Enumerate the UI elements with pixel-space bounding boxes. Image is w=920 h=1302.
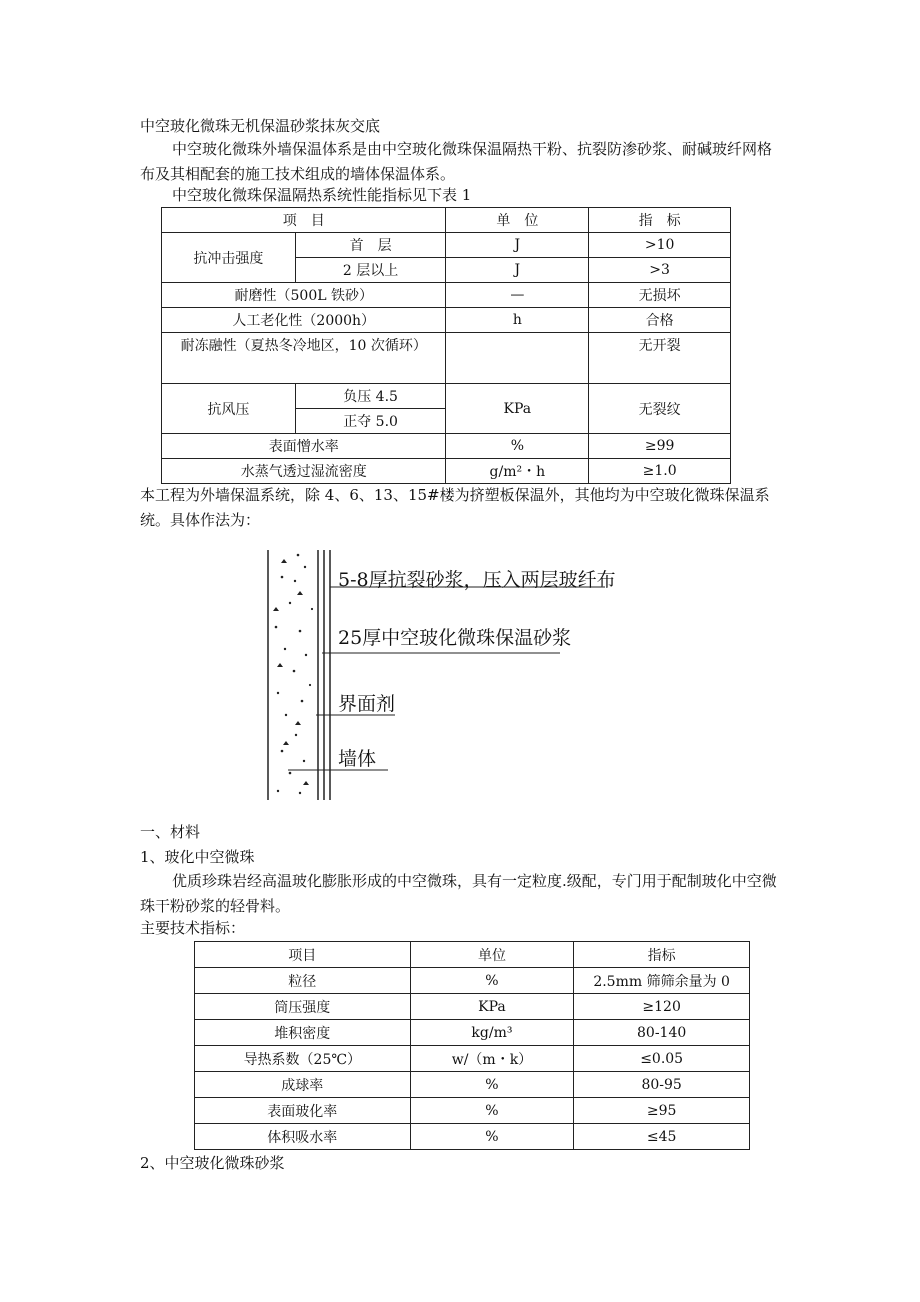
- aging-label: 人工老化性（2000h）: [162, 308, 446, 333]
- table-row: [162, 459, 731, 484]
- freeze-unit: [446, 333, 589, 384]
- table-cell: 指标: [574, 942, 750, 968]
- table-cell: %: [410, 968, 574, 994]
- freeze-label: 耐冻融性（夏热冬冷地区，10 次循环）: [162, 333, 446, 384]
- wind-sub1: 负压 4.5: [295, 384, 446, 409]
- tech-index-table: [194, 941, 750, 1150]
- impact-label: 抗冲击强度: [162, 233, 296, 283]
- impact-value2: >3: [589, 258, 731, 283]
- table-cell: 单位: [410, 942, 574, 968]
- vapor-unit: g/m²・h: [446, 459, 589, 484]
- table-cell: 堆积密度: [195, 1020, 411, 1046]
- table-cell: ≥95: [574, 1098, 750, 1124]
- table-row: [162, 208, 731, 233]
- abrasion-label: 耐磨性（500L 铁砂）: [162, 283, 446, 308]
- diagram-label-wall: 墙体: [338, 748, 377, 770]
- impact-sub1: 首 层: [295, 233, 446, 258]
- hydrophobic-value: ≥99: [589, 434, 731, 459]
- sub1-title: 1、玻化中空微珠: [140, 848, 255, 866]
- table-row: [162, 233, 731, 258]
- table-row: [162, 333, 731, 384]
- table-cell: 粒径: [195, 968, 411, 994]
- performance-table: [161, 207, 731, 484]
- impact-value1: >10: [589, 233, 731, 258]
- header-item: 项 目: [162, 208, 446, 233]
- vapor-value: ≥1.0: [589, 459, 731, 484]
- table-row: [162, 283, 731, 308]
- freeze-value: 无开裂: [589, 333, 731, 384]
- table-cell: 成球率: [195, 1072, 411, 1098]
- hydrophobic-label: 表面憎水率: [162, 434, 446, 459]
- system-paragraph: 本工程为外墙保温系统，除 4、6、13、15#楼为挤塑板保温外，其他均为中空玻化微珠保温系统。具体作法为：: [140, 486, 770, 529]
- table-cell: ≤0.05: [574, 1046, 750, 1072]
- table-row: [162, 434, 731, 459]
- sub2-title: 2、中空玻化微珠砂浆: [140, 1154, 285, 1172]
- aging-value: 合格: [589, 308, 731, 333]
- table-row: [195, 1098, 750, 1124]
- header-index: 指 标: [589, 208, 731, 233]
- wind-label: 抗风压: [162, 384, 296, 434]
- impact-unit1: J: [446, 233, 589, 258]
- table2-caption: 主要技术指标：: [140, 919, 246, 937]
- impact-sub2: 2 层以上: [295, 258, 446, 283]
- table-row: [195, 1046, 750, 1072]
- table-cell: kg/m³: [410, 1020, 574, 1046]
- table-cell: ≥120: [574, 994, 750, 1020]
- doc-title: 中空玻化微珠无机保温砂浆抹灰交底: [140, 117, 381, 135]
- table-cell: %: [410, 1072, 574, 1098]
- hydrophobic-unit: %: [446, 434, 589, 459]
- table-row: [195, 942, 750, 968]
- wind-value: 无裂纹: [589, 384, 731, 434]
- diagram-label-interface-agent: 界面剂: [338, 693, 396, 715]
- table-cell: KPa: [410, 994, 574, 1020]
- table-cell: 导热系数（25℃）: [195, 1046, 411, 1072]
- abrasion-value: 无损坏: [589, 283, 731, 308]
- table-cell: %: [410, 1098, 574, 1124]
- wind-sub2: 正夺 5.0: [295, 409, 446, 434]
- vapor-label: 水蒸气透过湿流密度: [162, 459, 446, 484]
- table-cell: ≤45: [574, 1124, 750, 1150]
- table-row: [195, 1072, 750, 1098]
- table-cell: w/（m・k）: [410, 1046, 574, 1072]
- table-cell: %: [410, 1124, 574, 1150]
- table-row: [195, 1124, 750, 1150]
- table-cell: 体积吸水率: [195, 1124, 411, 1150]
- table-cell: 2.5mm 筛筛余量为 0: [574, 968, 750, 994]
- wind-unit: KPa: [446, 384, 589, 434]
- table1-caption: 中空玻化微珠保温隔热系统性能指标见下表 1: [172, 186, 472, 204]
- table-row: [162, 308, 731, 333]
- table-row: [195, 1020, 750, 1046]
- diagram-label-crack-mortar: 5-8厚抗裂砂浆，压入两层玻纤布: [338, 569, 616, 591]
- material-paragraph: 优质珍珠岩经高温玻化膨胀形成的中空微珠，具有一定粒度.级配，专门用于配制玻化中空微珠干粉砂浆的轻骨料。: [140, 872, 777, 915]
- abrasion-unit: —: [446, 283, 589, 308]
- intro-paragraph: 中空玻化微珠外墙保温体系是由中空玻化微珠保温隔热干粉、抗裂防渗砂浆、耐碱玻纤网格布及其相配套的施工技术组成的墙体保温体系。: [140, 140, 773, 183]
- table-row: [195, 994, 750, 1020]
- aging-unit: h: [446, 308, 589, 333]
- table-cell: 项目: [195, 942, 411, 968]
- table-cell: 80-95: [574, 1072, 750, 1098]
- impact-unit2: J: [446, 258, 589, 283]
- table-cell: 表面玻化率: [195, 1098, 411, 1124]
- table-row: [195, 968, 750, 994]
- table-row: [162, 384, 731, 409]
- section1-title: 一、材料: [140, 823, 201, 841]
- table-cell: 80-140: [574, 1020, 750, 1046]
- table-cell: 筒压强度: [195, 994, 411, 1020]
- header-unit: 单 位: [446, 208, 589, 233]
- diagram-label-insulation-mortar: 25厚中空玻化微珠保温砂浆: [338, 627, 572, 649]
